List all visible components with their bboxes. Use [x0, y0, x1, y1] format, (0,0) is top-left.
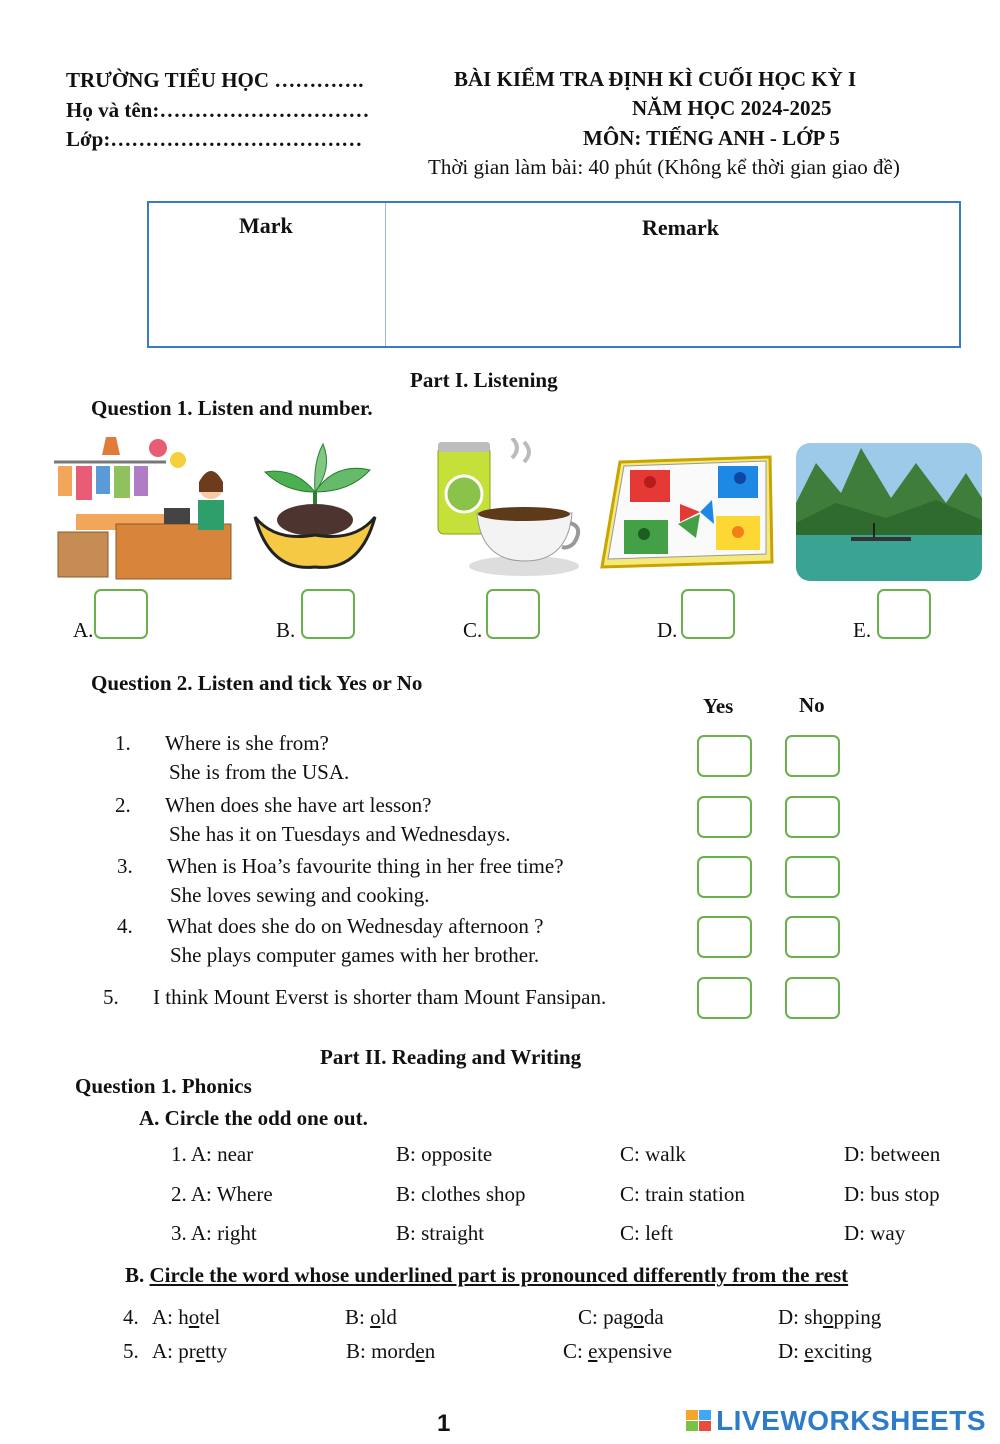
odd-row-2-a[interactable]: 2. A: Where — [171, 1182, 273, 1206]
answer-box-b[interactable] — [301, 589, 355, 639]
answer-box-c[interactable] — [486, 589, 540, 639]
word-part: n — [424, 1339, 436, 1363]
underlined-part: e — [804, 1339, 814, 1363]
part1-title: Part I. Listening — [410, 368, 558, 392]
odd-row-1-d[interactable]: D: between — [844, 1142, 941, 1166]
pron-row-4-a[interactable] — [152, 1305, 220, 1330]
answer-box-e[interactable] — [877, 589, 931, 639]
school-year: NĂM HỌC 2024-2025 — [632, 96, 832, 120]
q2-item-1-answer: She is from the USA. — [169, 760, 350, 784]
word-part: xpensive — [597, 1339, 673, 1363]
q2-item-3-question: When is Hoa’s favourite thing in her free time? — [167, 854, 564, 878]
river-landscape-icon — [796, 443, 982, 581]
underlined-part: o — [188, 1305, 200, 1329]
odd-one-out-title: A. Circle the odd one out. — [139, 1106, 368, 1130]
pron-row-5-b[interactable] — [346, 1339, 435, 1364]
mark-remark-table — [147, 201, 961, 348]
option-c-label: C. — [463, 618, 483, 642]
word-part: xciting — [813, 1339, 872, 1363]
word-part: A: h — [152, 1305, 189, 1329]
odd-row-3-a[interactable]: 3. A: right — [171, 1221, 257, 1245]
underlined-part: e — [415, 1339, 425, 1363]
q1-title: Question 1. Listen and number. — [91, 396, 373, 420]
word-part: da — [643, 1305, 664, 1329]
word-part: tel — [199, 1305, 221, 1329]
pron-row-4-c[interactable] — [578, 1305, 664, 1330]
pronunciation-title — [125, 1263, 848, 1288]
pron-row-4-number: 4. — [123, 1305, 139, 1329]
pronunciation-prefix: B. — [125, 1263, 145, 1287]
word-part: C: — [563, 1339, 589, 1363]
no-box-1[interactable] — [785, 735, 840, 777]
q2-item-2-answer: She has it on Tuesdays and Wednesdays. — [169, 822, 511, 846]
underlined-part: e — [195, 1339, 206, 1363]
option-a-label: A. — [73, 618, 94, 642]
q2-item-5-number: 5. — [103, 985, 119, 1009]
word-part: A: pr — [152, 1339, 196, 1363]
no-box-5[interactable] — [785, 977, 840, 1019]
clothes-shop-icon — [46, 432, 236, 582]
option-b-label: B. — [276, 618, 296, 642]
logo-text: LIVEWORKSHEETS — [716, 1405, 986, 1436]
page-number: 1 — [437, 1410, 451, 1437]
yes-header: Yes — [703, 694, 734, 718]
drinks-icon — [432, 438, 582, 583]
q2-item-4-question: What does she do on Wednesday afternoon ? — [167, 914, 544, 938]
odd-row-1-a[interactable]: 1. A: near — [171, 1142, 254, 1166]
pron-row-5-a[interactable] — [152, 1339, 227, 1364]
q2-item-3-number: 3. — [117, 854, 133, 878]
class-field[interactable]: Lớp:……………………………… — [66, 127, 363, 151]
underlined-part: o — [633, 1305, 644, 1329]
odd-row-3-d[interactable]: D: way — [844, 1221, 906, 1245]
pron-row-5-number: 5. — [123, 1339, 139, 1363]
underlined-part: o — [370, 1305, 381, 1329]
no-box-3[interactable] — [785, 856, 840, 898]
time-note: Thời gian làm bài: 40 phút (Không kể thời gian giao đề) — [428, 155, 900, 179]
word-part: B: mord — [346, 1339, 416, 1363]
table-divider — [385, 203, 386, 346]
underlined-part: o — [822, 1305, 834, 1329]
odd-row-1-c[interactable]: C: walk — [620, 1142, 686, 1166]
odd-row-2-d[interactable]: D: bus stop — [844, 1182, 940, 1206]
word-part: B: — [345, 1305, 371, 1329]
q2-item-2-question: When does she have art lesson? — [165, 793, 432, 817]
no-box-4[interactable] — [785, 916, 840, 958]
pron-row-5-c[interactable] — [563, 1339, 672, 1364]
part2-title: Part II. Reading and Writing — [320, 1045, 582, 1069]
pron-row-5-d[interactable] — [778, 1339, 872, 1364]
q2-item-3-answer: She loves sewing and cooking. — [170, 883, 430, 907]
option-e-label: E. — [853, 618, 872, 642]
no-box-2[interactable] — [785, 796, 840, 838]
mark-header: Mark — [239, 213, 293, 238]
word-part: ld — [380, 1305, 397, 1329]
answer-box-a[interactable] — [94, 589, 148, 639]
q2-title: Question 2. Listen and tick Yes or No — [91, 671, 423, 695]
word-part: pping — [833, 1305, 882, 1329]
phonics-title: Question 1. Phonics — [75, 1074, 252, 1098]
logo-blocks-icon — [686, 1407, 712, 1439]
q2-item-2-number: 2. — [115, 793, 131, 817]
odd-row-2-b[interactable]: B: clothes shop — [396, 1182, 526, 1206]
remark-header: Remark — [642, 215, 719, 240]
yes-box-2[interactable] — [697, 796, 752, 838]
plant-in-hands-icon — [245, 432, 385, 572]
option-d-label: D. — [657, 618, 678, 642]
answer-box-d[interactable] — [681, 589, 735, 639]
test-title: BÀI KIỂM TRA ĐỊNH KÌ CUỐI HỌC KỲ I — [454, 67, 857, 91]
q2-item-5-statement: I think Mount Everst is shorter tham Mount Fansipan. — [153, 985, 607, 1009]
subject-title: MÔN: TIẾNG ANH - LỚP 5 — [583, 126, 840, 150]
word-part: C: pag — [578, 1305, 634, 1329]
no-header: No — [799, 693, 825, 717]
school-label: TRƯỜNG TIỂU HỌC …………. — [66, 68, 364, 92]
yes-box-3[interactable] — [697, 856, 752, 898]
student-name-field[interactable]: Họ và tên:………………………… — [66, 98, 370, 122]
q2-item-1-number: 1. — [115, 731, 131, 755]
pron-row-4-d[interactable] — [778, 1305, 881, 1330]
underlined-part: e — [588, 1339, 598, 1363]
q2-item-4-number: 4. — [117, 914, 133, 938]
word-part: tty — [205, 1339, 228, 1363]
liveworksheets-logo[interactable] — [686, 1405, 986, 1439]
q2-item-4-answer: She plays computer games with her brother. — [170, 943, 540, 967]
pronunciation-instruction: Circle the word whose underlined part is pronounced differently from the rest — [149, 1263, 849, 1287]
q2-item-1-question: Where is she from? — [165, 731, 329, 755]
odd-row-3-c[interactable]: C: left — [620, 1221, 674, 1245]
word-part: D: sh — [778, 1305, 823, 1329]
odd-row-1-b[interactable]: B: opposite — [396, 1142, 493, 1166]
board-game-icon — [600, 442, 780, 587]
yes-box-5[interactable] — [697, 977, 752, 1019]
odd-row-2-c[interactable]: C: train station — [620, 1182, 745, 1206]
yes-box-4[interactable] — [697, 916, 752, 958]
word-part: D: — [778, 1339, 805, 1363]
yes-box-1[interactable] — [697, 735, 752, 777]
odd-row-3-b[interactable]: B: straight — [396, 1221, 485, 1245]
pron-row-4-b[interactable] — [345, 1305, 397, 1330]
